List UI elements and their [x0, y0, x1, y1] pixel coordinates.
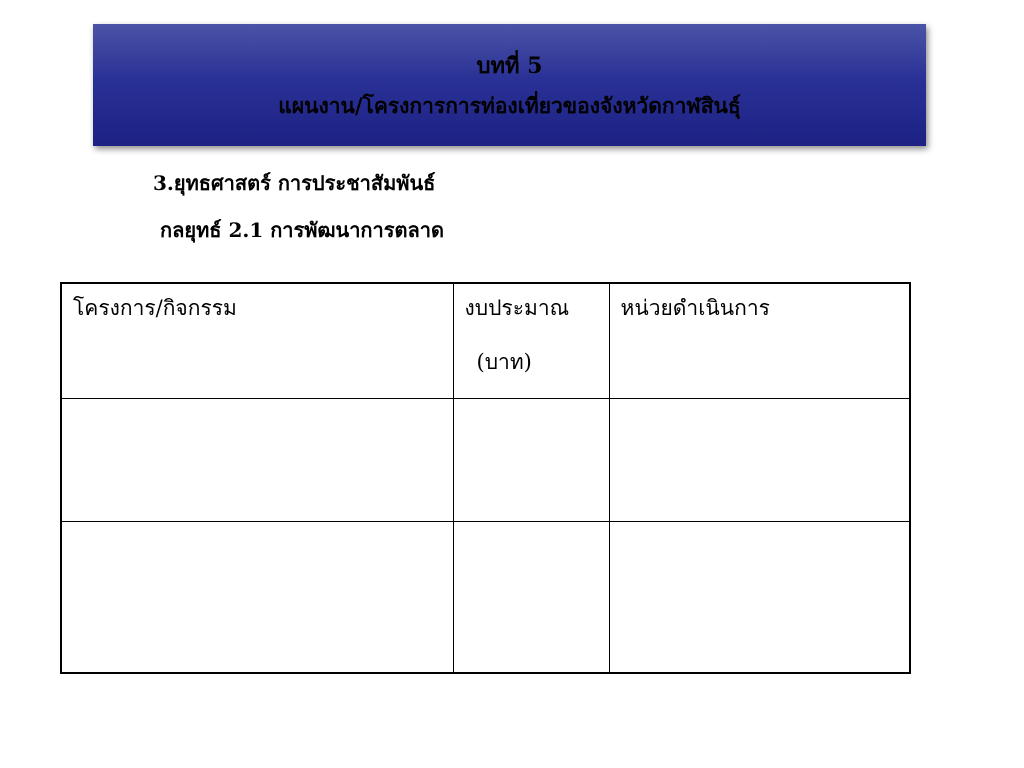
table-cell — [453, 398, 609, 521]
table-row — [61, 398, 910, 521]
header-project-label: โครงการ/กิจกรรม — [73, 296, 237, 320]
header-agency — [609, 283, 910, 398]
table-cell — [609, 398, 910, 521]
header-budget-unit: (บาท) — [476, 350, 532, 374]
slide-title: บทที่ 5 — [476, 53, 543, 79]
header-budget-label: งบประมาณ — [464, 296, 570, 320]
slide-subtitle: แผนงาน/โครงการการท่องเที่ยวของจังหวัดกาฬสินธุ์ — [278, 93, 741, 118]
table-row — [61, 521, 910, 673]
header-budget — [453, 283, 609, 398]
header-agency-label: หน่วยดำเนินการ — [620, 296, 770, 320]
table-cell — [61, 398, 453, 521]
title-banner — [93, 24, 926, 146]
table-cell — [61, 521, 453, 673]
table-header-row — [61, 283, 910, 398]
plan-table — [60, 282, 911, 674]
header-project — [61, 283, 453, 398]
strategy-heading: 3.ยุทธศาสตร์ การประชาสัมพันธ์ — [153, 171, 436, 195]
tactic-heading: กลยุทธ์ 2.1 การพัฒนาการตลาด — [160, 218, 444, 242]
table-cell — [453, 521, 609, 673]
table-cell — [609, 521, 910, 673]
